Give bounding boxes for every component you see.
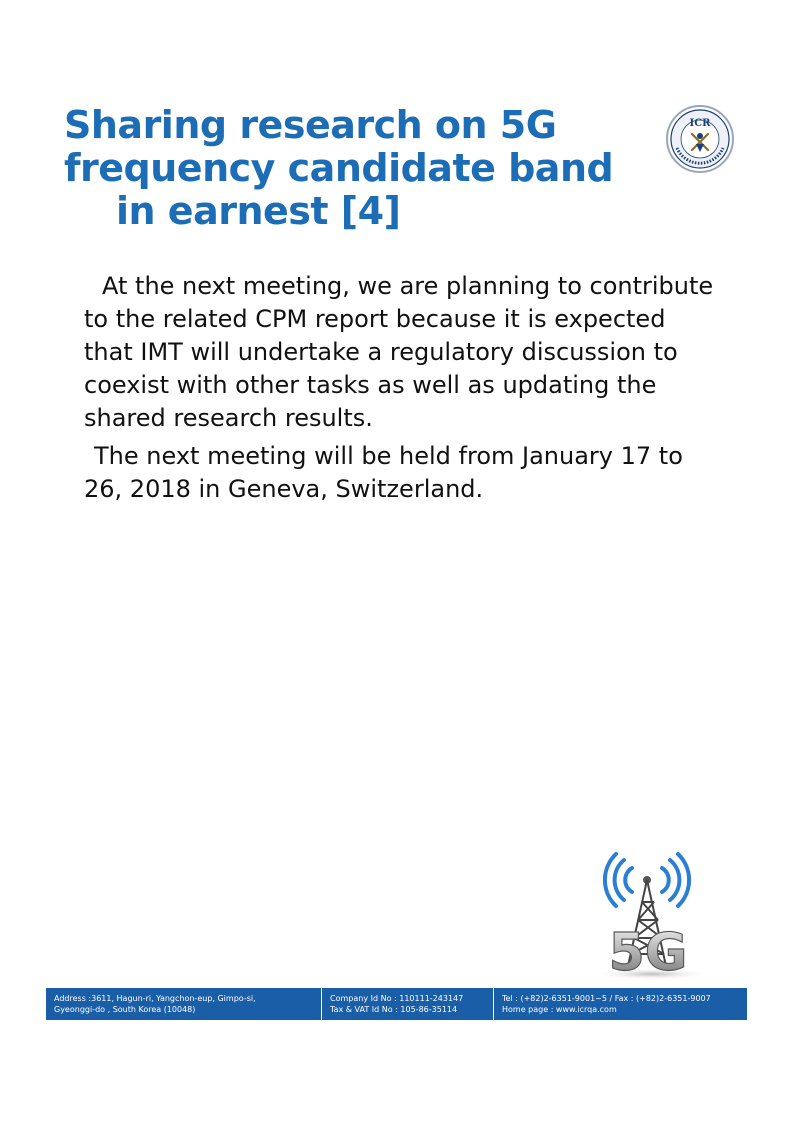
icr-seal-logo-icon [665,104,735,174]
address-line-1: Address :3611, Hagun-ri, Yangchon-eup, Gimpo-si, [54,994,256,1003]
title-line-1: Sharing research on 5G [64,103,557,147]
body-paragraph-1: At the next meeting, we are planning to contribute to the related CPM report because it is expected that IMT will undertake a regulatory discussion to coexist with other tasks as well as updating the shared research results. [84,272,714,432]
article-body [84,270,714,506]
homepage-link[interactable]: Home page : www.icrqa.com [502,1005,617,1014]
footer-company-ids [322,988,494,1020]
footer-contact [494,988,747,1020]
title-line-3: in earnest [4] [116,189,401,233]
footer-address [46,988,322,1020]
tax-id: Tax & VAT Id No : 105-86-35114 [330,1005,458,1014]
page-title [64,103,614,233]
title-line-2: frequency candidate band [64,146,614,190]
company-id: Company Id No : 110111-243147 [330,994,464,1003]
logo-text: ICR [689,118,711,129]
tel-fax: Tel : (+82)2-6351-9001~5 / Fax : (+82)2-6351-9007 [502,994,711,1003]
body-paragraph-2: The next meeting will be held from January 17 to 26, 2018 in Geneva, Switzerland. [84,442,683,503]
5g-tower-icon [584,846,714,981]
footer-bar [46,988,747,1020]
5g-label: 5G [608,923,688,981]
address-line-2: Gyeonggi-do , South Korea (10048) [54,1005,196,1014]
